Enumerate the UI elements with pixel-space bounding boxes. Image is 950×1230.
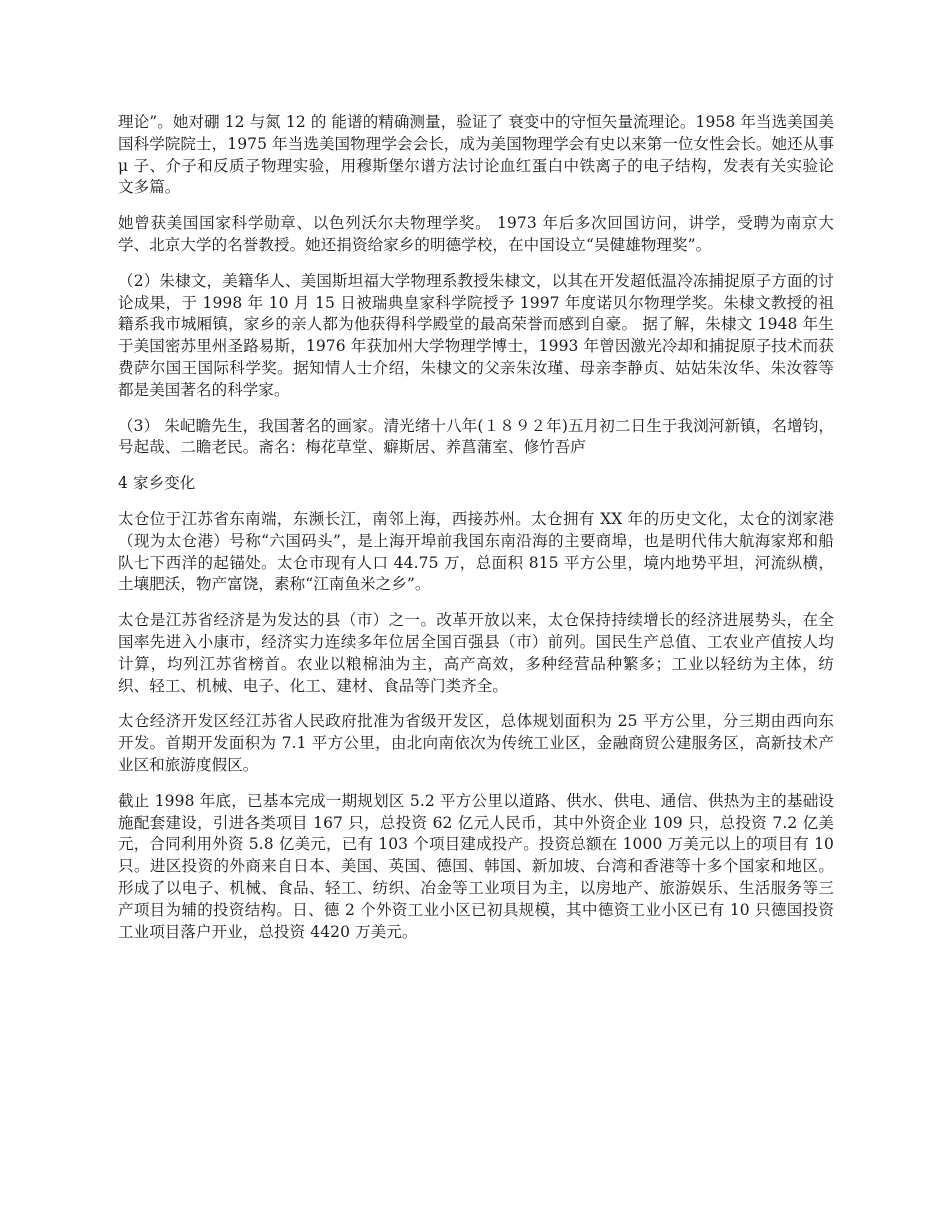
document-body (118, 112, 834, 957)
paragraph-taicang-economy: 太仓是江苏省经济是为发达的县（市）之一。改革开放以来，太仓保持持续增长的经济进展势头，在全国率先进入小康市，经济实力连续多年位居全国百强县（市）前列。国民生产总值、工农业产值按人均计算，均列江苏省榜首。农业以粮棉油为主，高产高效，多种经营品种繁多；工业以轻纺为主体，纺织、轻工、机械、电子、化工、建材、食品等门类齐全。 (118, 611, 834, 695)
paragraph-zhu-diwen: （2）朱棣文，美籍华人、美国斯坦福大学物理系教授朱棣文，以其在开发超低温冷冻捕捉原子方面的讨论成果，于 1998 年 10 月 15 日被瑞典皇家科学院授予 1997 年度诺贝尔物理学奖。朱棣文教授的祖籍系我市城厢镇，家乡的亲人都为他获得科学殿堂的最高荣誉而感到自豪。 据了解，朱棣文 1948 年生于美国密苏里州圣路易斯，1976 年获加州大学物理学博士，1993 年曾因激光冷却和捕捉原子技术而获费萨尔国王国际科学奖。据知情人士介绍，朱棣文的父亲朱汝瑾、母亲李静贞、姑姑朱汝华、朱汝蓉等都是美国著名的科学家。 (118, 271, 834, 399)
paragraph-taicang-overview: 太仓位于江苏省东南端，东濒长江，南邻上海，西接苏州。太仓拥有 XX 年的历史文化，太仓的浏家港（现为太仓港）号称“六国码头”，是上海开埠前我国东南沿海的主要商埠，也是明代伟大航海家郑和船队七下西洋的起锚处。太仓市现有人口 44.75 万，总面积 815 平方公里，境内地势平坦，河流纵横，土壤肥沃，物产富饶，素称“江南鱼米之乡”。 (118, 509, 834, 594)
section-heading: 4 家乡变化 (118, 474, 196, 493)
paragraph-investment-stats: 截止 1998 年底，已基本完成一期规划区 5.2 平方公里以道路、供水、供电、通信、供热为主的基础设施配套建设，引进各类项目 167 只，总投资 62 亿元人民币，其中外资企业 109 只，总投资 7.2 亿美元，合同利用外资 5.8 亿美元，已有 103 个项目建成投产。投资总额在 1000 万美元以上的项目有 10 只。进区投资的外商来自日本、美国、英国、德国、韩国、新加坡、台湾和香港等十多个国家和地区。形成了以电子、机械、食品、轻工、纺织、冶金等工业项目为主，以房地产、旅游娱乐、生活服务等三产项目为辅的投资结构。日、德 2 个外资工业小区已初具规模，其中德资工业小区已有 10 只德国投资工业项目落户开业，总投资 4420 万美元。 (118, 791, 834, 941)
paragraph-wu-jianxiong-research: 理论”。她对硼 12 与氮 12 的 能谱的精确测量，验证了 衰变中的守恒矢量流理论。1958 年当选美国美国科学院院士，1975 年当选美国物理学会会长，成为美国物理学会有史以来第一位女性会长。她还从事 μ 子、介子和反质子物理实验，用穆斯堡尔谱方法讨论血红蛋白中铁离子的电子结构，发表有关实验论文多篇。 (118, 113, 834, 197)
paragraph-development-zone: 太仓经济开发区经江苏省人民政府批准为省级开发区，总体规划面积为 25 平方公里，分三期由西向东开发。首期开发面积为 7.1 平方公里，由北向南依次为传统工业区，金融商贸公建服务区，高新技术产业区和旅游度假区。 (118, 712, 834, 774)
paragraph-wu-jianxiong-awards: 她曾获美国国家科学勋章、以色列沃尔夫物理学奖。 1973 年后多次回国访问，讲学，受聘为南京大学、北京大学的名誉教授。她还捐资给家乡的明德学校，在中国设立“吴健雄物理奖”。 (118, 214, 834, 254)
paragraph-zhu-qizhan: （3） 朱屺瞻先生，我国著名的画家。清光绪十八年(１８９２年)五月初二日生于我浏河新镇，名增钧，号起哉、二瞻老民。斋名：梅花草堂、癖斯居、养菖蒲室、修竹吾庐 (118, 416, 834, 457)
